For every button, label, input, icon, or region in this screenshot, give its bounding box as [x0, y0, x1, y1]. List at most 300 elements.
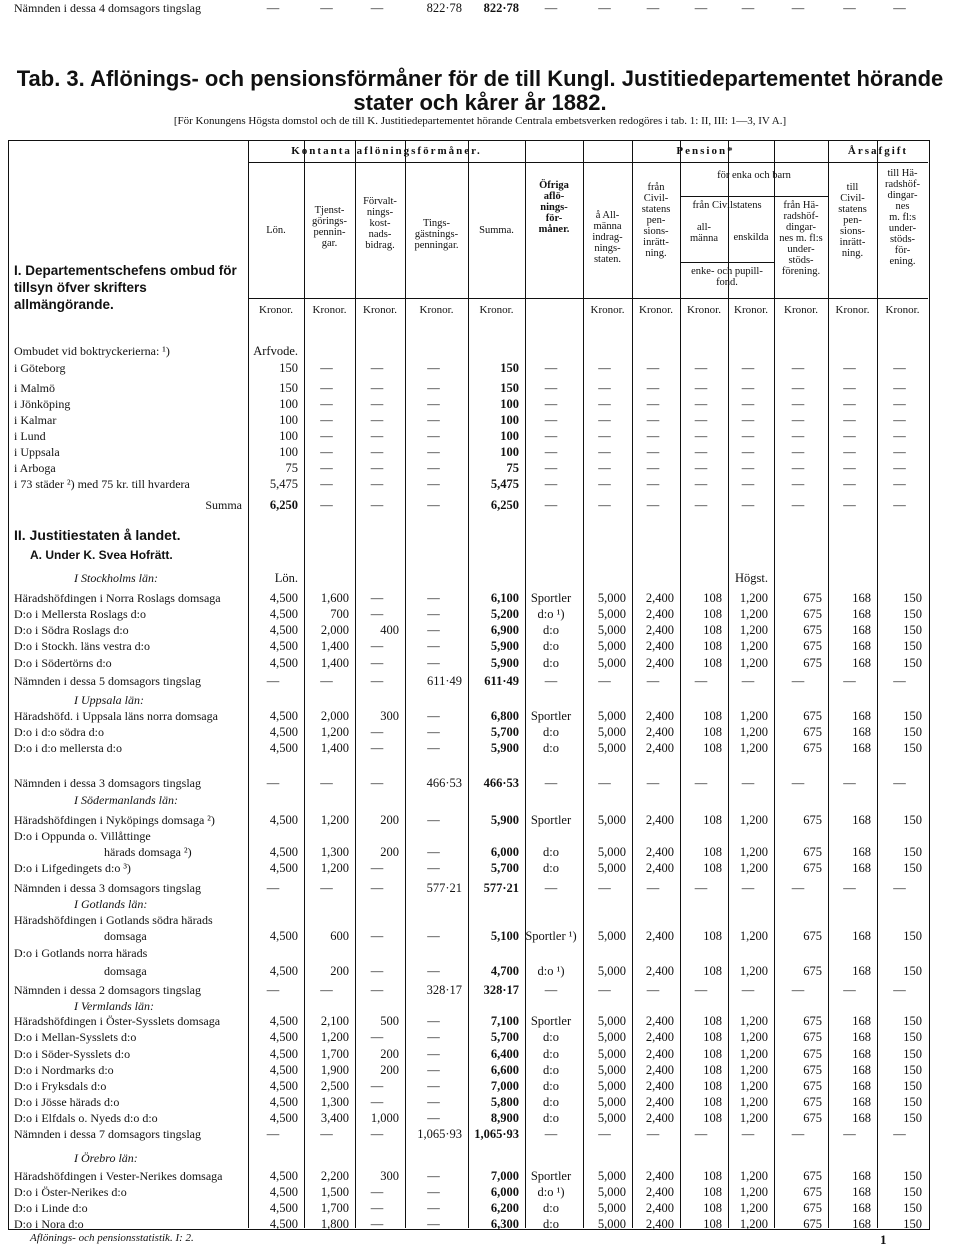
cell-value: — — [791, 881, 805, 895]
cell-value: 108 — [703, 741, 722, 755]
cell-value: — — [893, 413, 906, 427]
cell-value: 168 — [852, 1169, 871, 1183]
cell-value: — — [370, 861, 384, 875]
cell-value: — — [598, 498, 611, 512]
cell-value: — — [741, 361, 755, 375]
cell-value: — — [598, 397, 611, 411]
cell-value: 675 — [803, 813, 822, 827]
table-row — [8, 380, 928, 396]
cell-value: — — [266, 1, 280, 15]
table-note: [För Konungens Högsta domstol och de till K. Justitiedepartementet hörande Centrala embetsverken redogöres i tab. 1: II, III: 1—3, IV A.] — [173, 115, 787, 127]
table-row — [8, 896, 928, 912]
table-row — [8, 476, 928, 492]
cell-value: 4,500 — [269, 1169, 298, 1183]
cell-value: 108 — [703, 861, 722, 875]
section-2a-heading: A. Under K. Svea Hofrätt. — [30, 548, 173, 562]
cell-value: 168 — [852, 1079, 871, 1093]
row-label: i 73 städer ²) med 75 kr. till hvardera — [14, 477, 190, 491]
cell-value: — — [370, 776, 384, 790]
cell-value: — — [427, 461, 440, 475]
cell-value: 7,000 — [490, 1169, 519, 1183]
cell-value: 2,200 — [320, 1169, 349, 1183]
table-row — [8, 1046, 928, 1062]
cell-value: 2,400 — [645, 1111, 674, 1125]
cell-value: 5,100 — [490, 929, 519, 943]
row-label: I Örebro län: — [74, 1151, 138, 1165]
cell-value: 4,500 — [269, 1217, 298, 1231]
cell-value: — — [370, 1, 384, 15]
cell-value: — — [598, 776, 611, 790]
cell-value: 1,200 — [739, 1047, 768, 1061]
band-kontanta: Kontanta aflöningsförmåner. — [291, 145, 482, 157]
table-row — [8, 880, 928, 896]
cell-value: 4,500 — [269, 725, 298, 739]
cell-value: — — [427, 1201, 440, 1215]
cell-value: — — [893, 776, 906, 790]
row-label: i Arboga — [14, 461, 56, 475]
cell-value: — — [427, 861, 440, 875]
row-label: D:o i Elfdals o. Nyeds d:o d:o — [14, 1111, 158, 1125]
cell-value: — — [320, 381, 333, 395]
row-label: I Vermlands län: — [74, 999, 154, 1013]
table-row — [8, 792, 928, 808]
row-label: i Kalmar — [14, 413, 57, 427]
row-label: Nämnden i dessa 5 domsagors tingslag — [14, 674, 201, 688]
cell-value: 150 — [903, 607, 922, 621]
row-label: D:o i Söder-Sysslets d:o — [14, 1047, 131, 1061]
cell-value: 150 — [903, 1047, 922, 1061]
cell-value: 150 — [903, 1185, 922, 1199]
cell-value: 2,400 — [645, 741, 674, 755]
cell-value: 8,900 — [490, 1111, 519, 1125]
table-row — [8, 497, 928, 513]
table-row — [8, 740, 928, 756]
table-row — [8, 1094, 928, 1110]
cell-value: 5,000 — [597, 656, 626, 670]
cell-value: — — [370, 983, 384, 997]
cell-value: — — [843, 674, 856, 688]
cell-value: 2,400 — [645, 709, 674, 723]
cell-value: 4,500 — [269, 1201, 298, 1215]
cell-value: — — [544, 1, 558, 15]
cell-value: 5,000 — [597, 1169, 626, 1183]
cell-value: — — [266, 776, 280, 790]
cell-value: 168 — [852, 813, 871, 827]
cell-value: 5,000 — [597, 1095, 626, 1109]
cell-value: 5,000 — [597, 1217, 626, 1231]
cell-value: 1,900 — [320, 1063, 349, 1077]
cell-value: — — [370, 381, 384, 395]
cell-value: 2,400 — [645, 1014, 674, 1028]
cell-value: 150 — [279, 381, 298, 395]
cell-value: 5,475 — [269, 477, 298, 491]
cell-value: 2,400 — [645, 1169, 674, 1183]
cell-value: 675 — [803, 709, 822, 723]
cell-value: 1,200 — [739, 639, 768, 653]
cell-value: 150 — [903, 813, 922, 827]
cell-value: 100 — [279, 445, 298, 459]
cell-value: — — [370, 1217, 384, 1231]
col-fran-civilstatens: från Civilstatens — [692, 200, 762, 211]
cell-value: — — [427, 477, 440, 491]
cell-value: 108 — [703, 623, 722, 637]
cell-value: — — [427, 845, 440, 859]
cell-value: 2,400 — [645, 813, 674, 827]
cell-value: — — [893, 361, 906, 375]
cell-value: — — [427, 1111, 440, 1125]
cell-value: 328·17 — [483, 983, 519, 997]
cell-value: 611·49 — [484, 674, 519, 688]
cell-value: — — [646, 1127, 660, 1141]
cell-value: — — [694, 1127, 708, 1141]
cell-value: — — [370, 498, 384, 512]
cell-value: — — [427, 1079, 440, 1093]
cell-value: — — [427, 397, 440, 411]
cell-value: — — [694, 361, 708, 375]
cell-value: Högst. — [735, 571, 768, 585]
cell-value: — — [646, 1, 660, 15]
cell-value: 675 — [803, 1169, 822, 1183]
cell-value: 6,250 — [269, 498, 298, 512]
cell-value: 300 — [380, 1169, 399, 1183]
row-label: D:o i Oppunda o. Villåttinge — [14, 829, 151, 843]
cell-value: — — [646, 413, 660, 427]
row-label: D:o i d:o mellersta d:o — [14, 741, 122, 755]
cell-value: — — [370, 1095, 384, 1109]
cell-value: 150 — [500, 361, 519, 375]
table-row — [8, 1168, 928, 1184]
cell-value: — — [544, 498, 558, 512]
cell-value: — — [843, 776, 856, 790]
cell-value: 168 — [852, 1014, 871, 1028]
cell-value: 150 — [903, 1169, 922, 1183]
cell-value: 168 — [852, 1095, 871, 1109]
cell-value: 577·21 — [483, 881, 519, 895]
table-row — [8, 460, 928, 476]
cell-value: 675 — [803, 591, 822, 605]
cell-value: — — [741, 674, 755, 688]
cell-value: — — [320, 429, 333, 443]
cell-value: 5,000 — [597, 861, 626, 875]
cell-value: — — [427, 498, 440, 512]
cell-value: 5,475 — [490, 477, 519, 491]
cell-value: 822·78 — [426, 1, 462, 15]
cell-value: — — [843, 881, 856, 895]
cell-value: d:o ¹) — [537, 607, 565, 621]
cell-value: 168 — [852, 861, 871, 875]
cell-value: 168 — [852, 1217, 871, 1231]
col-till-civil: till Civil- statens pen- sions- inrätt- ning. — [838, 182, 867, 259]
cell-value: 400 — [380, 623, 399, 637]
cell-value: d:o — [543, 1063, 559, 1077]
row-label: Nämnden i dessa 7 domsagors tingslag — [14, 1127, 201, 1141]
cell-value: — — [598, 429, 611, 443]
cell-value: 150 — [903, 964, 922, 978]
row-label: I Stockholms län: — [74, 571, 158, 585]
cell-value: Arfvode. — [253, 344, 298, 358]
table-row — [8, 444, 928, 460]
cell-value: — — [544, 381, 558, 395]
cell-value: 5,800 — [490, 1095, 519, 1109]
cell-value: 150 — [903, 725, 922, 739]
cell-value: — — [370, 725, 384, 739]
cell-value: — — [427, 813, 440, 827]
cell-value: — — [266, 881, 280, 895]
cell-value: — — [427, 623, 440, 637]
cell-value: 5,000 — [597, 591, 626, 605]
cell-value: 5,700 — [490, 725, 519, 739]
cell-value: — — [544, 674, 558, 688]
cell-value: — — [694, 674, 708, 688]
cell-value: 6,300 — [490, 1217, 519, 1231]
cell-value: 108 — [703, 1201, 722, 1215]
cell-value: — — [741, 498, 755, 512]
cell-value: — — [320, 397, 333, 411]
cell-value: 150 — [903, 929, 922, 943]
cell-value: 1,200 — [739, 607, 768, 621]
table-title-line2: stater och kårer år 1882. — [353, 90, 607, 115]
row-label: D:o i Fryksdals d:o — [14, 1079, 107, 1093]
cell-value: — — [370, 656, 384, 670]
cell-value: — — [893, 983, 906, 997]
cell-value: 2,000 — [320, 623, 349, 637]
cell-value: — — [266, 1127, 280, 1141]
row-label: Häradshöfdingen i Norra Roslags domsaga — [14, 591, 221, 605]
cell-value: — — [893, 429, 906, 443]
cell-value: 6,400 — [490, 1047, 519, 1061]
row-label: D:o i d:o södra d:o — [14, 725, 104, 739]
cell-value: 7,000 — [490, 1079, 519, 1093]
table-row — [8, 0, 928, 16]
cell-value: 822·78 — [483, 1, 519, 15]
cell-value: 200 — [380, 1047, 399, 1061]
cell-value: 1,600 — [320, 591, 349, 605]
cell-value: 1,200 — [739, 725, 768, 739]
cell-value: 5,900 — [490, 656, 519, 670]
cell-value: 150 — [903, 1030, 922, 1044]
cell-value: 5,000 — [597, 1030, 626, 1044]
cell-value: Sportler — [530, 813, 572, 827]
cell-value: — — [646, 983, 660, 997]
cell-value: d:o — [543, 1111, 559, 1125]
row-label: Häradshöfd. i Uppsala läns norra domsaga — [14, 709, 218, 723]
cell-value: — — [646, 445, 660, 459]
row-label: i Göteborg — [14, 361, 66, 375]
cell-value: — — [427, 656, 440, 670]
cell-value: 168 — [852, 1030, 871, 1044]
cell-value: 2,400 — [645, 861, 674, 875]
cell-value: d:o — [543, 623, 559, 637]
cell-value: 150 — [500, 381, 519, 395]
cell-value: 1,200 — [739, 656, 768, 670]
units-row: Kronor. Kronor. Kronor. Kronor. Kronor. Kronor. Kronor. Kronor. Kronor. Kronor. Kronor. Kronor. — [259, 304, 920, 316]
cell-value: — — [791, 397, 805, 411]
table-row — [8, 1184, 928, 1200]
table-row — [8, 655, 928, 671]
cell-value: 4,500 — [269, 861, 298, 875]
cell-value: 675 — [803, 1217, 822, 1231]
cell-value: 5,000 — [597, 813, 626, 827]
cell-value: 168 — [852, 623, 871, 637]
cell-value: — — [741, 381, 755, 395]
cell-value: — — [893, 498, 906, 512]
cell-value: 1,200 — [739, 1014, 768, 1028]
cell-value: — — [893, 674, 906, 688]
table-row — [8, 1110, 928, 1126]
cell-value: 675 — [803, 607, 822, 621]
cell-value: — — [598, 477, 611, 491]
cell-value: 1,200 — [739, 1217, 768, 1231]
cell-value: d:o ¹) — [537, 1185, 565, 1199]
cell-value: 168 — [852, 964, 871, 978]
cell-value: 5,000 — [597, 1201, 626, 1215]
cell-value: — — [893, 477, 906, 491]
cell-value: 577·21 — [426, 881, 462, 895]
cell-value: — — [791, 445, 805, 459]
table-row — [8, 1029, 928, 1045]
cell-value: 75 — [285, 461, 298, 475]
cell-value: — — [544, 461, 558, 475]
cell-value: 108 — [703, 639, 722, 653]
cell-value: — — [320, 461, 333, 475]
table-row — [8, 812, 928, 828]
col-forvalt: Förvalt- nings- kost- nads- bidrag. — [363, 196, 397, 251]
cell-value: 108 — [703, 1079, 722, 1093]
cell-value: — — [370, 1030, 384, 1044]
cell-value: — — [427, 1063, 440, 1077]
cell-value: 150 — [903, 1201, 922, 1215]
cell-value: 150 — [279, 361, 298, 375]
cell-value: 108 — [703, 656, 722, 670]
row-label: i Uppsala — [14, 445, 60, 459]
cell-value: — — [427, 429, 440, 443]
row-label: D:o i Stockh. läns vestra d:o — [14, 639, 150, 653]
cell-value: — — [370, 674, 384, 688]
cell-value: 600 — [330, 929, 349, 943]
cell-value: 4,500 — [269, 964, 298, 978]
cell-value: 1,200 — [739, 813, 768, 827]
row-label: Ombudet vid boktryckerierna: ¹) — [14, 344, 170, 358]
cell-value: 150 — [903, 709, 922, 723]
col-summa: Summa. — [479, 225, 514, 236]
cell-value: 675 — [803, 656, 822, 670]
table-row — [8, 606, 928, 622]
cell-value: 1,700 — [320, 1047, 349, 1061]
cell-value: 108 — [703, 1095, 722, 1109]
cell-value: — — [320, 445, 333, 459]
cell-value: 675 — [803, 929, 822, 943]
cell-value: — — [427, 607, 440, 621]
cell-value: — — [791, 429, 805, 443]
cell-value: — — [694, 776, 708, 790]
cell-value: 4,700 — [490, 964, 519, 978]
cell-value: 150 — [903, 1217, 922, 1231]
cell-value: 6,250 — [490, 498, 519, 512]
cell-value: 150 — [903, 1079, 922, 1093]
cell-value: Sportler — [530, 1014, 572, 1028]
cell-value: 5,900 — [490, 813, 519, 827]
cell-value: 675 — [803, 639, 822, 653]
cell-value: — — [320, 881, 333, 895]
page-number: 1 — [880, 1232, 887, 1247]
cell-value: 1,000 — [370, 1111, 399, 1125]
row-label: domsaga — [104, 964, 147, 978]
cell-value: — — [791, 361, 805, 375]
cell-value: — — [893, 881, 906, 895]
cell-value: 675 — [803, 845, 822, 859]
cell-value: — — [266, 983, 280, 997]
cell-value: 4,500 — [269, 1014, 298, 1028]
cell-value: Lön. — [274, 571, 298, 585]
cell-value: — — [694, 429, 708, 443]
band-pension: Pension* — [676, 145, 735, 157]
cell-value: — — [427, 1169, 440, 1183]
cell-value: — — [791, 461, 805, 475]
cell-value: 700 — [330, 607, 349, 621]
cell-value: d:o — [543, 656, 559, 670]
cell-value: 5,000 — [597, 725, 626, 739]
cell-value: 200 — [380, 845, 399, 859]
cell-value: — — [544, 881, 558, 895]
col-till-ha: till Hä- radshöf- dingar- nes m. fl:s under- stöds- för- ening. — [885, 168, 920, 267]
row-label: D:o i Jösse härads d:o — [14, 1095, 120, 1109]
cell-value: 328·17 — [426, 983, 462, 997]
row-label: D:o i Gotlands norra härads — [14, 946, 148, 960]
table-row — [8, 343, 928, 359]
table-row — [8, 692, 928, 708]
cell-value: 675 — [803, 1185, 822, 1199]
cell-value: 1,200 — [739, 964, 768, 978]
cell-value: — — [598, 1, 611, 15]
cell-value: d:o — [543, 1201, 559, 1215]
cell-value: — — [843, 477, 856, 491]
cell-value: — — [646, 881, 660, 895]
cell-value: — — [427, 964, 440, 978]
cell-value: 108 — [703, 1014, 722, 1028]
cell-value: d:o — [543, 725, 559, 739]
cell-value: — — [843, 413, 856, 427]
cell-value: 4,500 — [269, 929, 298, 943]
table-row — [8, 860, 928, 876]
cell-value: — — [427, 929, 440, 943]
cell-value: — — [741, 413, 755, 427]
cell-value: — — [741, 429, 755, 443]
cell-value: Sportler — [530, 591, 572, 605]
cell-value: 4,500 — [269, 1047, 298, 1061]
table-row — [8, 1126, 928, 1142]
cell-value: 5,000 — [597, 1111, 626, 1125]
cell-value: 6,000 — [490, 845, 519, 859]
cell-value: 1,200 — [739, 845, 768, 859]
cell-value: 5,000 — [597, 639, 626, 653]
table-row — [8, 396, 928, 412]
cell-value: d:o — [543, 1047, 559, 1061]
cell-value: — — [598, 445, 611, 459]
table-row — [8, 708, 928, 724]
table-row — [8, 928, 928, 944]
cell-value: — — [694, 498, 708, 512]
cell-value: 5,000 — [597, 709, 626, 723]
cell-value: 108 — [703, 1047, 722, 1061]
table-row — [8, 945, 928, 961]
row-label: Nämnden i dessa 4 domsagors tingslag — [14, 1, 201, 15]
cell-value: — — [370, 1127, 384, 1141]
cell-value: 1,200 — [739, 1169, 768, 1183]
cell-value: 108 — [703, 845, 722, 859]
row-label: D:o i Södertörns d:o — [14, 656, 112, 670]
cell-value: 2,400 — [645, 1185, 674, 1199]
row-label: I Uppsala län: — [74, 693, 144, 707]
